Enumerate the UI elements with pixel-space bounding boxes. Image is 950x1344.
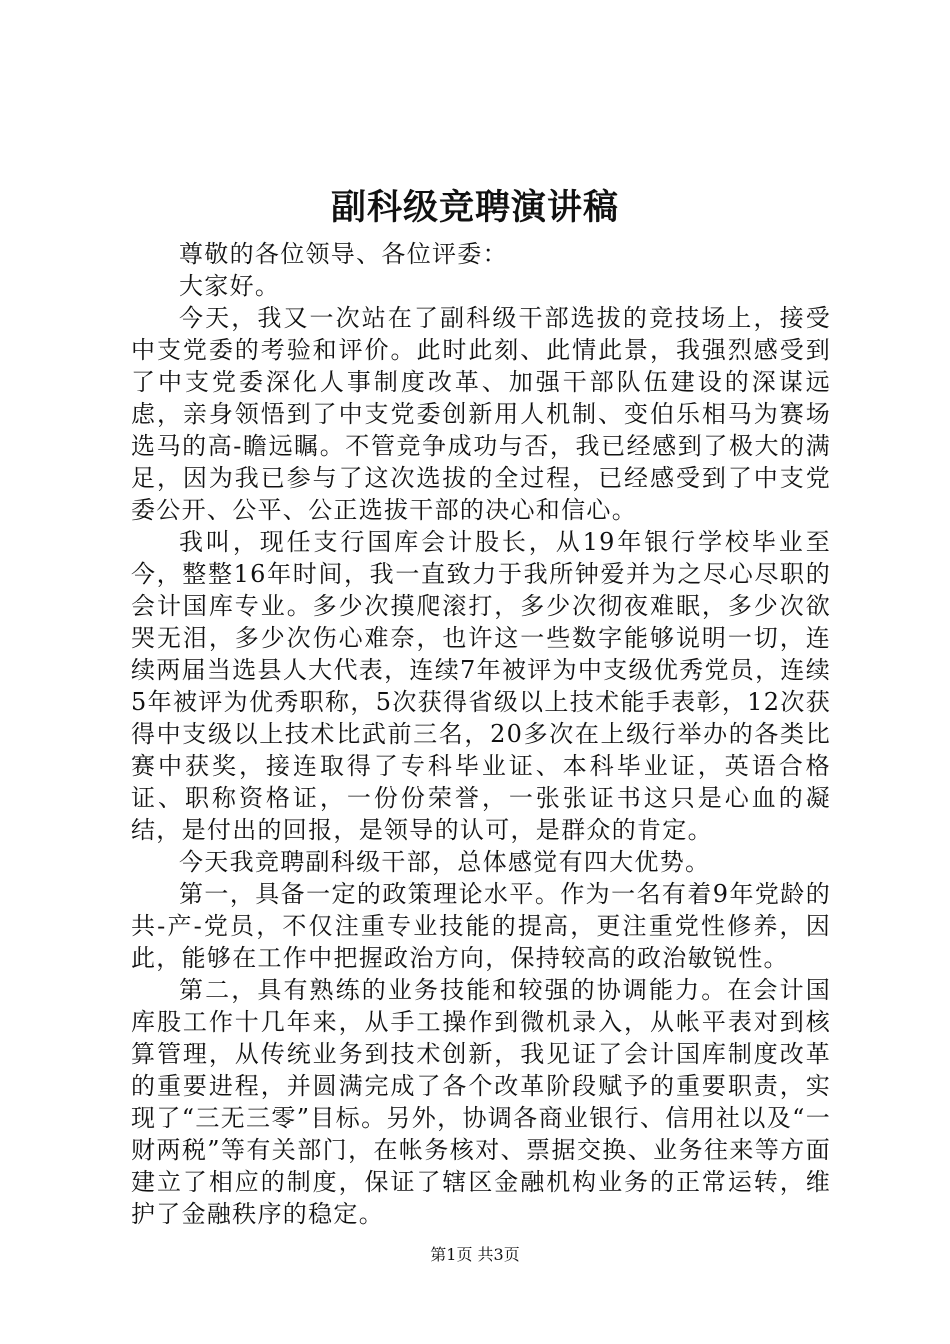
document-body [131, 238, 831, 1230]
salutation: 尊敬的各位领导、各位评委： [179, 240, 508, 268]
greeting: 大家好。 [179, 272, 281, 300]
paragraph-advantages-summary: 今天我竞聘副科级干部，总体感觉有四大优势。 [179, 848, 711, 876]
paragraph-intro: 今天，我又一次站在了副科级干部选拔的竞技场上，接受中支党委的考验和评价。此时此刻、此情此景，我强烈感受到了中支党委深化人事制度改革、加强干部队伍建设的深谋远虑，亲身领悟到了中支党委创新用人机制、变伯乐相马为赛场选马的高-瞻远瞩。不管竞争成功与否，我已经感到了极大的满足，因为我已参与了这次选拔的全过程，已经感受到了中支党委公开、公平、公正选拔干部的决心和信心。 [131, 304, 831, 524]
paragraph-advantage-2: 第二，具有熟练的业务技能和较强的协调能力。在会计国库股工作十几年来，从手工操作到微机录入，从帐平表对到核算管理，从传统业务到技术创新，我见证了会计国库制度改革的重要进程，并圆满完成了各个改革阶段赋予的重要职责，实现了“三无三零”目标。另外，协调各商业银行、信用社以及“一财两税”等有关部门，在帐务核对、票据交换、业务往来等方面建立了相应的制度，保证了辖区金融机构业务的正常运转，维护了金融秩序的稳定。 [131, 976, 831, 1228]
document-title: 副科级竞聘演讲稿 [330, 187, 619, 228]
page-number-footer: 第1页 共3页 [430, 1245, 520, 1264]
paragraph-background: 我叫，现任支行国库会计股长，从19年银行学校毕业至今，整整16年时间，我一直致力于我所钟爱并为之尽心尽职的会计国库专业。多少次摸爬滚打，多少次彻夜难眠，多少次欲哭无泪，多少次伤心难奈，也许这一些数字能够说明一切，连续两届当选县人大代表，连续7年被评为中支级优秀党员，连续5年被评为优秀职称，5次获得省级以上技术能手表彰，12次获得中支级以上技术比武前三名，20多次在上级行举办的各类比赛中获奖，接连取得了专科毕业证、本科毕业证，英语合格证、职称资格证，一份份荣誉，一张张证书这只是心血的凝结，是付出的回报，是领导的认可，是群众的肯定。 [131, 528, 831, 844]
paragraph-advantage-1: 第一，具备一定的政策理论水平。作为一名有着9年党龄的共-产-党员，不仅注重专业技能的提高，更注重党性修养，因此，能够在工作中把握政治方向，保持较高的政治敏锐性。 [131, 880, 831, 972]
